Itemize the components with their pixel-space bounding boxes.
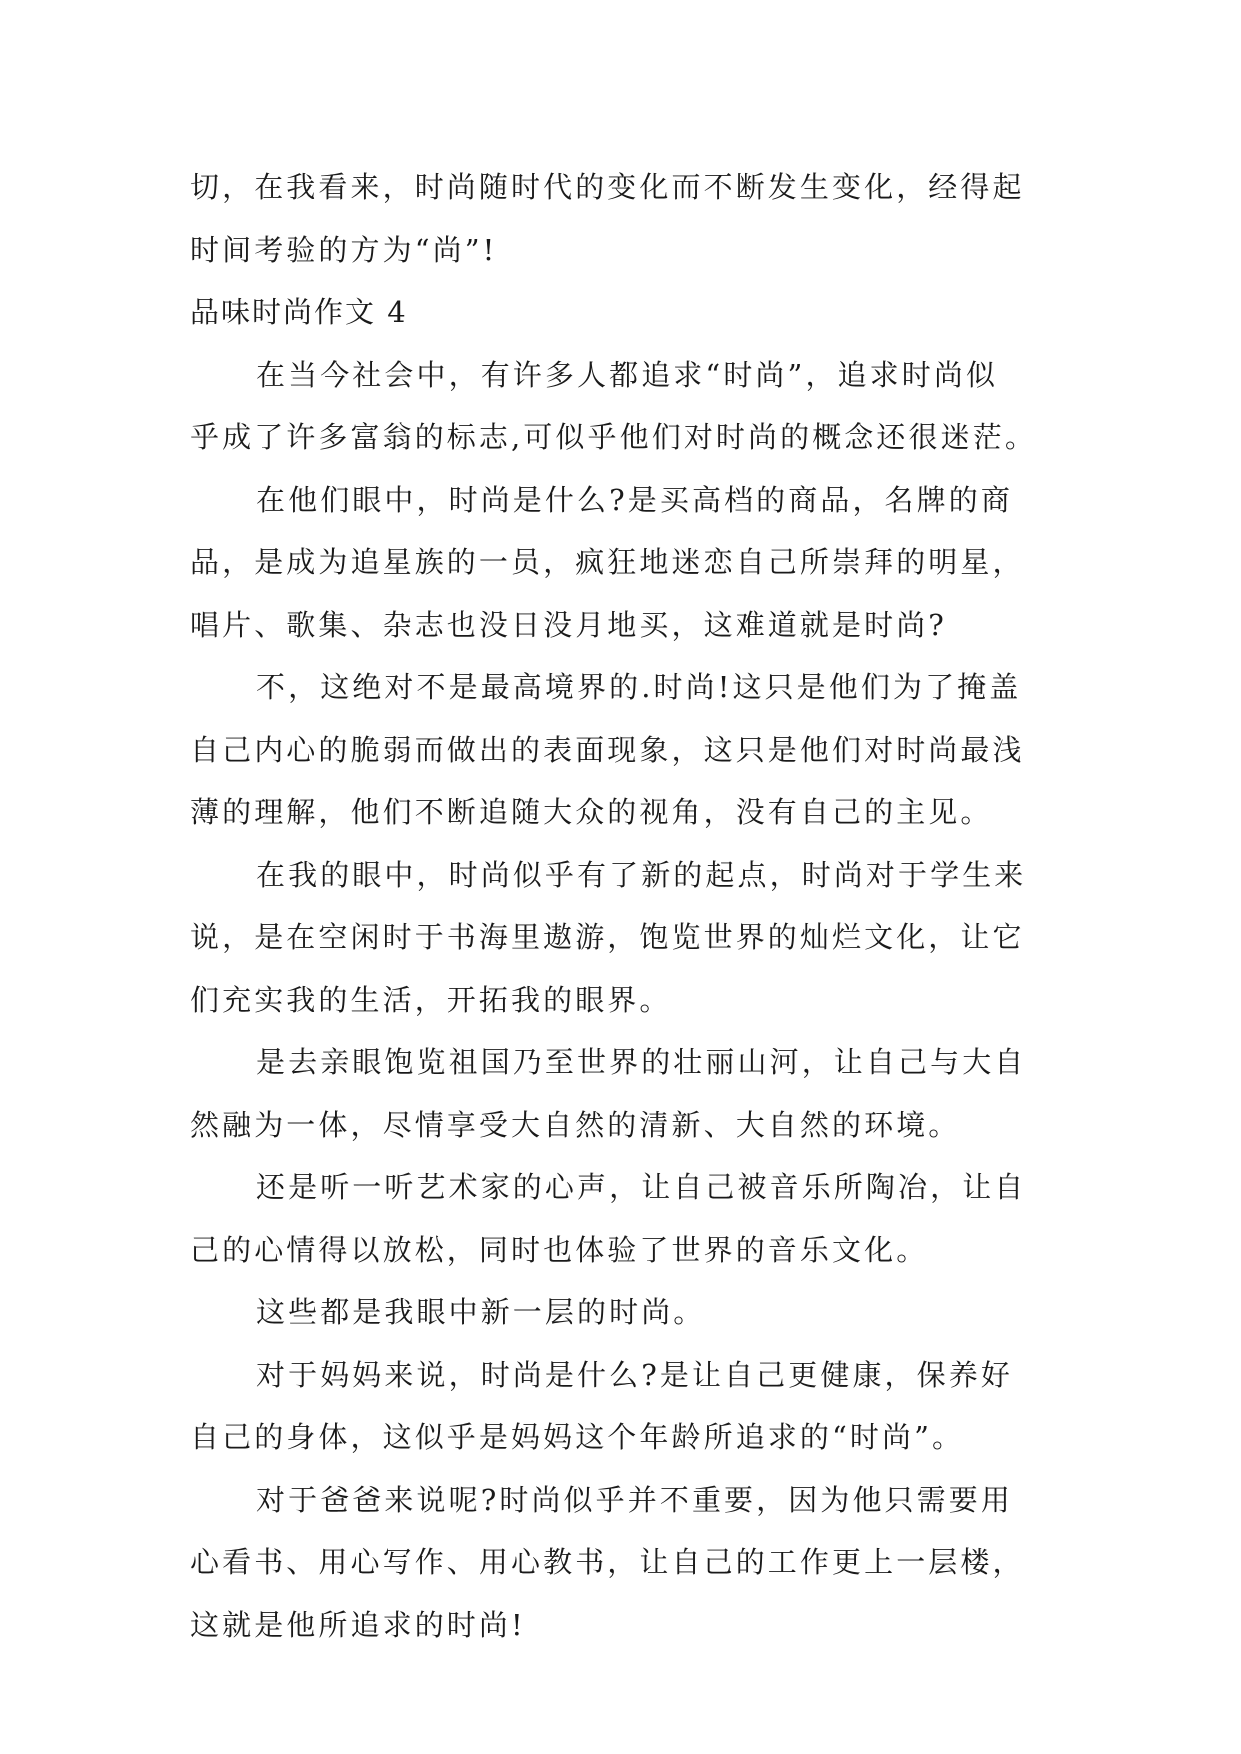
text-line: 在他们眼中，时尚是什么?是买高档的商品，名牌的商 [256, 482, 1013, 517]
text-line: 唱片、歌集、杂志也没日没月地买，这难道就是时尚? [190, 607, 947, 642]
text-line: 是去亲眼饱览祖国乃至世界的壮丽山河，让自己与大自 [256, 1045, 1027, 1079]
text-line: 不，这绝对不是最高境界的.时尚!这只是他们为了掩盖 [256, 670, 1022, 704]
text-line: 对于爸爸来说呢?时尚似乎并不重要，因为他只需要用 [256, 1482, 1013, 1517]
text-line: 然融为一体，尽情享受大自然的清新、大自然的环境。 [190, 1107, 961, 1142]
text-line: 在当今社会中，有许多人都追求“时尚”，追求时尚似 [256, 357, 999, 392]
text-line: 乎成了许多富翁的标志,可似乎他们对时尚的概念还很迷茫。 [190, 420, 1037, 454]
section-heading: 品味时尚作文 4 [190, 295, 408, 329]
text-line: 薄的理解，他们不断追随大众的视角，没有自己的主见。 [190, 795, 993, 829]
text-line: 还是听一听艺术家的心声，让自己被音乐所陶冶，让自 [256, 1170, 1027, 1204]
text-line: 在我的眼中，时尚似乎有了新的起点，时尚对于学生来 [256, 857, 1027, 892]
text-line: 自己内心的脆弱而做出的表面现象，这只是他们对时尚最浅 [190, 732, 1025, 767]
text-line: 说，是在空闲时于书海里遨游，饱览世界的灿烂文化，让它 [190, 920, 1025, 954]
text-line: 切，在我看来，时尚随时代的变化而不断发生变化，经得起 [190, 170, 1025, 204]
text-line: 这些都是我眼中新一层的时尚。 [256, 1295, 706, 1329]
text-line: 们充实我的生活，开拓我的眼界。 [190, 982, 672, 1017]
text-line: 这就是他所追求的时尚! [190, 1607, 526, 1642]
text-line: 心看书、用心写作、用心教书，让自己的工作更上一层楼， [190, 1545, 1025, 1579]
text-line: 时间考验的方为“尚”! [190, 232, 498, 267]
text-line: 己的心情得以放松，同时也体验了世界的音乐文化。 [190, 1232, 929, 1267]
text-line: 对于妈妈来说，时尚是什么?是让自己更健康，保养好 [256, 1357, 1013, 1392]
text-line: 品，是成为追星族的一员，疯狂地迷恋自己所崇拜的明星， [190, 545, 1025, 579]
text-line: 自己的身体，这似乎是妈妈这个年龄所追求的“时尚”。 [190, 1420, 965, 1454]
document-page [190, 156, 1060, 1656]
